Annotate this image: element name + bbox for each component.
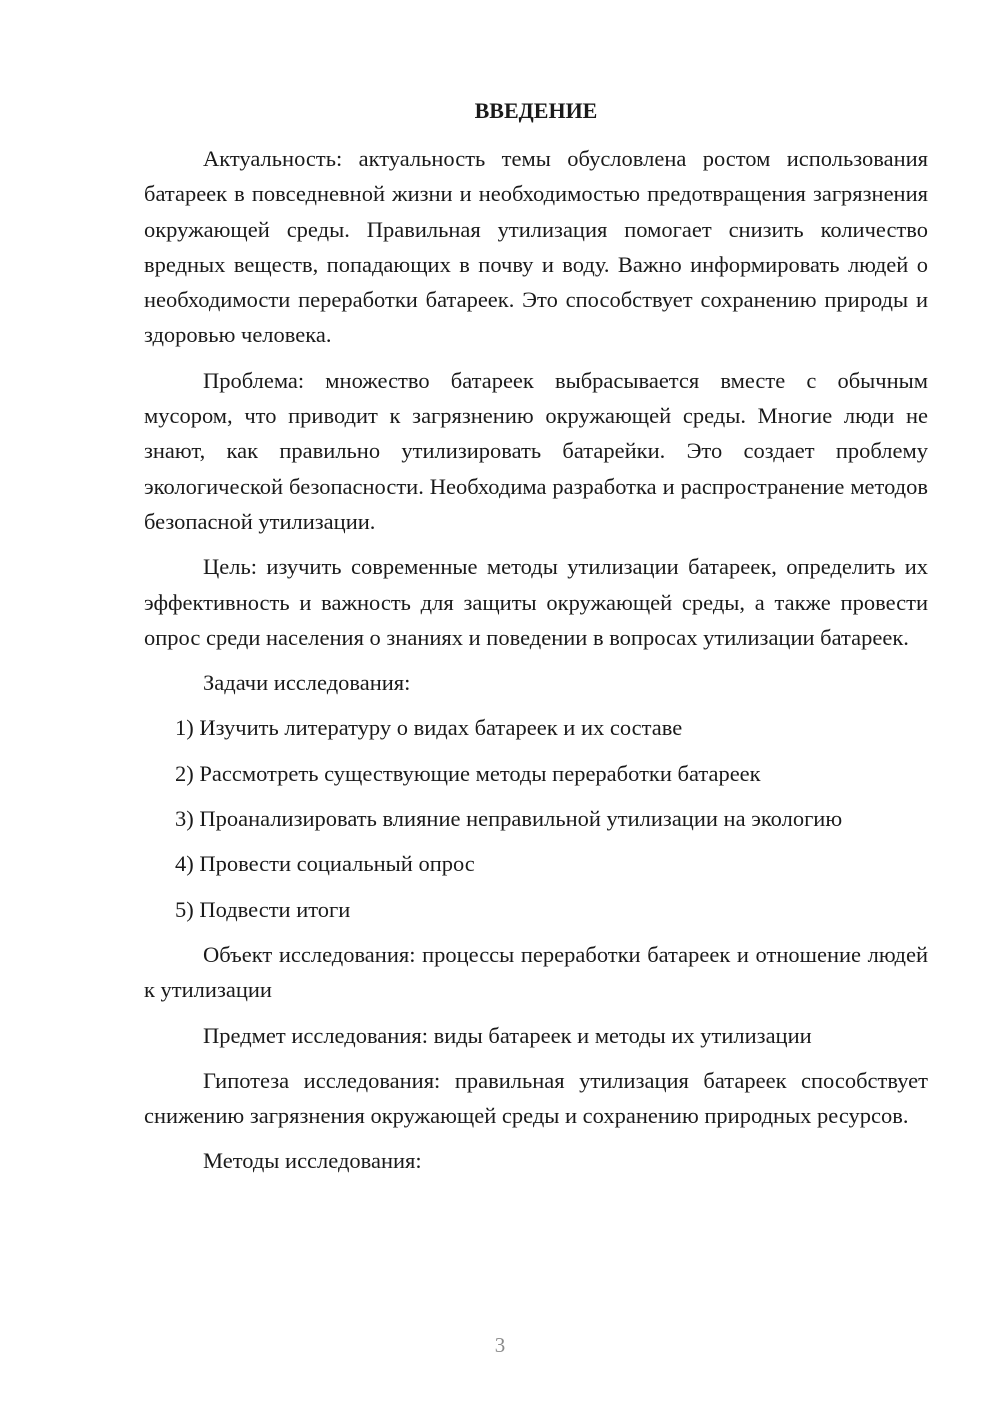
paragraph-problem: Проблема: множество батареек выбрасывается вместе с обычным мусором, что приводит к загрязнению окружающей среды. Многие люди не знают, как правильно утилизировать батарейки. Это создает проблему экологической безопасности. Необходима разработка и распространение методов безопасной утилизации. [144,367,928,534]
list-item: 2) Рассмотреть существующие методы переработки батареек [175,760,761,786]
list-item: 3) Проанализировать влияние неправильной утилизации на экологию [175,806,843,832]
page-content [144,93,928,1189]
paragraph-relevance: Актуальность: актуальность темы обусловлена ростом использования батареек в повседневной жизни и необходимостью предотвращения загрязнения окружающей среды. Правильная утилизация помогает снизить количество вредных веществ, попадающих в почву и воду. Важно информировать людей о необходимости переработки батареек. Это способствует сохранению природы и здоровью человека. [144,146,928,348]
page-title: ВВЕДЕНИЕ [474,98,598,123]
list-item: 5) Подвести итоги [175,896,351,922]
paragraph-subject: Предмет исследования: виды батареек и методы их утилизации [203,1022,812,1048]
tasks-list [144,710,928,926]
list-item: 4) Провести социальный опрос [175,851,475,877]
list-item: 1) Изучить литературу о видах батареек и их составе [175,715,683,741]
paragraph-goal: Цель: изучить современные методы утилизации батареек, определить их эффективность и важность для защиты окружающей среды, а также провести опрос среди населения о знаниях и поведении в вопросах утилизации батареек. [144,554,928,650]
page-number: 3 [494,1333,506,1357]
tasks-heading: Задачи исследования: [203,670,411,696]
paragraph-object: Объект исследования: процессы переработки батареек и отношение людей к утилизации [144,941,928,1003]
paragraph-hypothesis: Гипотеза исследования: правильная утилизация батареек способствует снижению загрязнения окружающей среды и сохранению природных ресурсов. [144,1067,928,1129]
paragraph-methods: Методы исследования: [203,1148,422,1174]
